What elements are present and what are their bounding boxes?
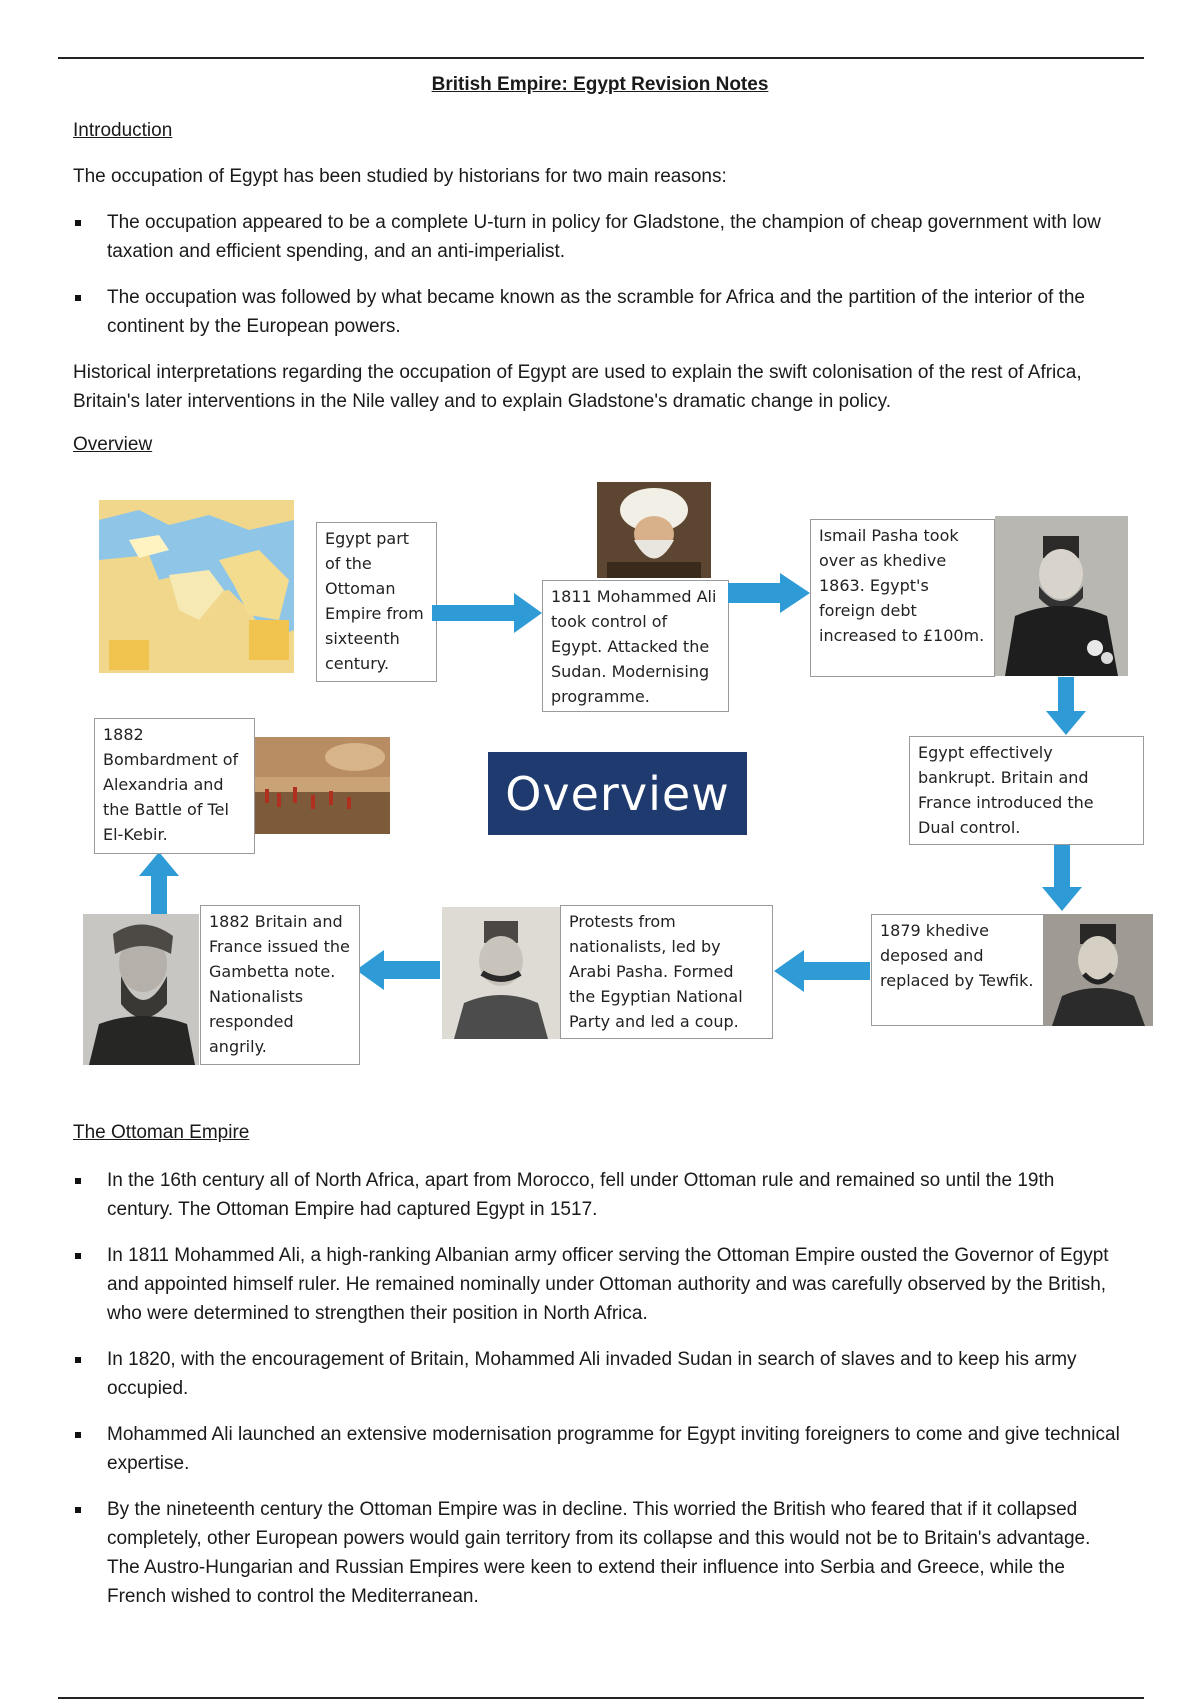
list-item: The occupation appeared to be a complete U-turn in policy for Gladstone, the champion of cheap government with low taxation and efficient spending, and an anti-imperialist.	[73, 208, 1123, 266]
ottoman-bullets	[73, 1166, 1123, 1628]
step-ottoman-box: Egypt part of the Ottoman Empire from sixteenth century.	[316, 522, 437, 682]
arrow-right-icon	[432, 593, 544, 633]
list-item: Mohammed Ali launched an extensive modernisation programme for Egypt inviting foreigners to come and give technical expertise.	[73, 1420, 1123, 1478]
arrow-left-icon	[356, 950, 442, 990]
page-title: British Empire: Egypt Revision Notes	[431, 74, 769, 95]
introduction-lead: The occupation of Egypt has been studied by historians for two main reasons:	[73, 166, 727, 187]
overview-banner: Overview	[488, 752, 747, 835]
introduction-bullets	[73, 208, 1123, 358]
arrow-right-icon	[728, 573, 812, 613]
middle-east-map-image	[99, 500, 294, 673]
battle-painting	[255, 737, 390, 834]
introduction-closing: Historical interpretations regarding the occupation of Egypt are used to explain the swift colonisation of the rest of Africa, Britain's later interventions in the Nile valley and to explain Gladstone's dramatic change in policy.	[73, 362, 1082, 412]
step-gambetta-box: 1882 Britain and France issued the Gambetta note. Nationalists responded angrily.	[200, 905, 360, 1065]
step-arabi-box: Protests from nationalists, led by Arabi Pasha. Formed the Egyptian National Party and led a coup.	[560, 905, 773, 1039]
mohammed-ali-portrait	[597, 482, 711, 578]
introduction-heading: Introduction	[73, 120, 173, 141]
step-ismail-box: Ismail Pasha took over as khedive 1863. Egypt's foreign debt increased to £100m.	[810, 519, 995, 677]
ottoman-heading: The Ottoman Empire	[73, 1122, 250, 1143]
step-bankrupt-box: Egypt effectively bankrupt. Britain and France introduced the Dual control.	[909, 736, 1144, 845]
overview-heading: Overview	[73, 434, 153, 455]
tewfik-portrait	[1044, 914, 1153, 1026]
arrow-down-icon	[1046, 677, 1086, 737]
step-khedive-deposed-box: 1879 khedive deposed and replaced by Tewfik.	[871, 914, 1044, 1026]
gambetta-portrait	[83, 914, 199, 1065]
list-item: In 1820, with the encouragement of Britain, Mohammed Ali invaded Sudan in search of slaves and to keep his army occupied.	[73, 1345, 1123, 1403]
list-item: In the 16th century all of North Africa, apart from Morocco, fell under Ottoman rule and remained so until the 19th century. The Ottoman Empire had captured Egypt in 1517.	[73, 1166, 1123, 1224]
list-item: The occupation was followed by what became known as the scramble for Africa and the partition of the interior of the continent by the European powers.	[73, 283, 1123, 341]
arrow-down-icon	[1042, 845, 1082, 913]
ismail-pasha-portrait	[995, 516, 1128, 676]
arabi-pasha-portrait	[442, 907, 560, 1039]
list-item: By the nineteenth century the Ottoman Empire was in decline. This worried the British who feared that if it collapsed completely, other European powers would gain territory from its collapse and this would not be to Britain's advantage. The Austro-Hungarian and Russian Empires were keen to extend their influence into Serbia and Greece, while the French wished to control the Mediterranean.	[73, 1495, 1123, 1611]
step-mohammed-ali-box: 1811 Mohammed Ali took control of Egypt. Attacked the Sudan. Modernising programme.	[542, 580, 729, 712]
arrow-up-icon	[139, 852, 179, 914]
top-rule	[58, 57, 1144, 59]
arrow-left-icon	[774, 950, 872, 992]
list-item: In 1811 Mohammed Ali, a high-ranking Albanian army officer serving the Ottoman Empire ousted the Governor of Egypt and appointed himself ruler. He remained nominally under Ottoman authority and was carefully observed by the British, who were determined to strengthen their position in North Africa.	[73, 1241, 1123, 1328]
bottom-rule	[58, 1697, 1144, 1699]
step-bombardment-box: 1882 Bombardment of Alexandria and the Battle of Tel El-Kebir.	[94, 718, 255, 854]
